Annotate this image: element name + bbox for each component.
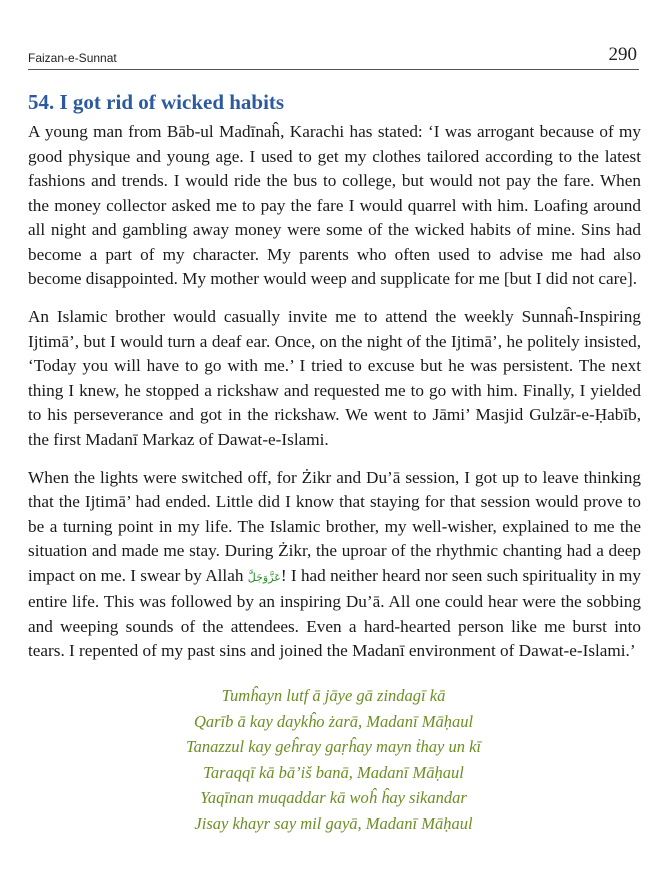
paragraph-3-text-before: When the lights were switched off, for Żikr and Du’ā session, I got up to leave thinking that the Ijtimā’ had ended. Little did I know that staying for that session would prove to be a turning point in my life. The Islamic brother, my well-wisher, explained to me the situation and made me stay. During Żikr, the uproar of the rhythmic chanting had a deep impact on me. I swear by Allah bbox=[28, 467, 641, 585]
header-divider bbox=[28, 69, 639, 70]
poem-line: Taraqqī kā bā’iš banā, Madanī Māḥaul bbox=[203, 762, 464, 782]
arabic-honorific: عَزَّوَجَلَّ bbox=[247, 570, 281, 584]
section-heading: 54. I got rid of wicked habits bbox=[28, 90, 285, 114]
poem-line: Yaqīnan muqaddar kā woĥ ĥay sikandar bbox=[200, 788, 467, 808]
paragraph-3 bbox=[28, 466, 641, 664]
poem-line: Qarīb ā kay daykĥo żarā, Madanī Māḥaul bbox=[193, 711, 474, 731]
poem-line: Jisay khayr say mil gayā, Madanī Māḥaul bbox=[194, 813, 473, 833]
poem-line: Tumĥayn lutf ā jāye gā zindagī kā bbox=[221, 686, 446, 705]
page-header bbox=[28, 0, 639, 70]
page-number: 290 bbox=[608, 44, 637, 65]
book-title: Faizan-e-Sunnat bbox=[28, 51, 117, 65]
poem-line: Tanazzul kay geĥray gaṛĥay mayn ṫhay un kī bbox=[186, 737, 481, 757]
body-text bbox=[28, 120, 641, 677]
paragraph-3-text-after: ! I had neither heard nor seen such spirituality in my entire life. This was followed by an inspiring Du’ā. All one could hear were the sobbing and weeping sounds of the attendees. Even a hard-hearted person like me burst into tears. I repented of my past sins and joined the Madanī environment of Dawat-e-Islami.’ bbox=[28, 565, 641, 660]
paragraph-2: An Islamic brother would casually invite me to attend the weekly Sunnaĥ-Inspiring Ijtimā’, but I would turn a deaf ear. Once, on the night of the Ijtimā’, he politely insisted, ‘Today you will have to go with me.’ I tried to excuse but he was persistent. The next thing I knew, he stopped a rickshaw and requested me to go with him. Finally, I yielded to his perseverance and got in the rickshaw. We went to Jāmi’ Masjid Gulzār-e-Ḥabīb, the first Madanī Markaz of Dawat-e-Islami. bbox=[28, 307, 641, 449]
poem bbox=[0, 683, 667, 837]
paragraph-1: A young man from Bāb-ul Madīnaĥ, Karachi has stated: ‘I was arrogant because of my good physique and young age. I used to get my clothes tailored according to the latest fashions and trends. I would ride the bus to college, but would not pay the fare. When the money collector asked me to pay the fare I would quarrel with him. Loafing around all night and gambling away money were some of the wicked habits of mine. Sins had become a part of my character. My parents who often used to advise me had also become disappointed. My mother would weep and supplicate for me [but I did not care]. bbox=[28, 122, 641, 288]
